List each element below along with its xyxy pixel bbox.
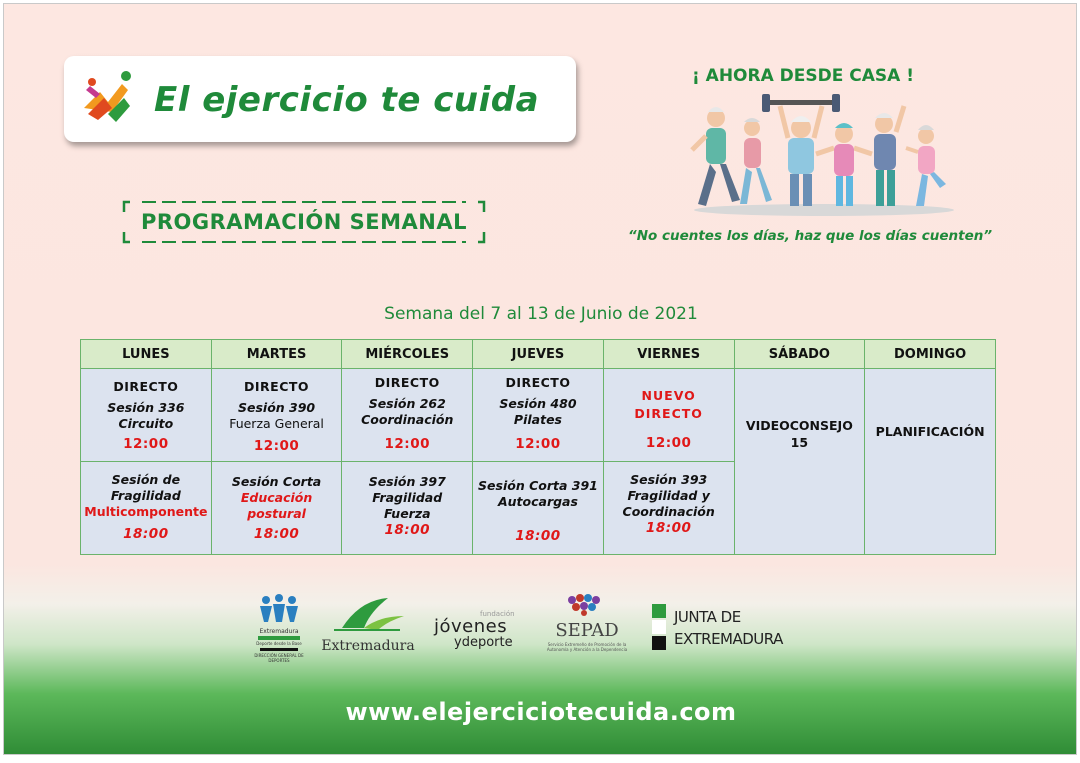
session-number: Sesión 480 xyxy=(499,396,577,411)
website-url[interactable]: www.elejerciciotecuida.com xyxy=(345,698,737,726)
day-header: MARTES xyxy=(211,340,342,369)
session-number: Sesión 393 xyxy=(630,472,708,487)
session-time: 12:00 xyxy=(515,436,561,452)
day-header: DOMINGO xyxy=(865,340,996,369)
flag-black xyxy=(652,636,666,650)
session-time: 12:00 xyxy=(645,435,692,451)
day-header: MIÉRCOLES xyxy=(342,340,473,369)
elderly-exercise-illustration xyxy=(684,92,964,220)
schedule-cell-lunes-am xyxy=(81,369,212,462)
schedule-cell-martes-pm xyxy=(211,462,342,555)
session-name: Fragilidad xyxy=(372,490,443,505)
planificacion-label: PLANIFICACIÓN xyxy=(875,423,985,439)
schedule-cell-sabado xyxy=(734,369,865,555)
session-name: Pilates xyxy=(513,412,562,427)
session-name: Coordinación xyxy=(622,504,715,519)
session-time: 12:00 xyxy=(253,438,300,454)
session-name: Fuerza General xyxy=(229,416,324,431)
poster xyxy=(3,3,1077,755)
partner-text: fundación xyxy=(480,610,515,618)
session-name: Fragilidad y xyxy=(627,488,710,503)
flag-white xyxy=(652,620,666,634)
program-title: PROGRAMACIÓN SEMANAL xyxy=(140,210,467,234)
session-number: Sesión 262 xyxy=(368,396,446,411)
schedule-cell-martes-am xyxy=(211,369,342,462)
session-time: 18:00 xyxy=(515,528,561,544)
table-header-row xyxy=(81,340,996,369)
videoconsejo-number: 15 xyxy=(790,434,809,450)
partner-text: Extremadura xyxy=(259,628,299,635)
schedule-cell-jueves-am xyxy=(473,369,604,462)
session-time: 12:00 xyxy=(384,436,430,452)
schedule-cell-miercoles-pm xyxy=(342,462,473,555)
session-time: 12:00 xyxy=(123,436,169,452)
day-header: VIERNES xyxy=(603,340,734,369)
session-name: Fuerza xyxy=(383,506,431,521)
session-name: Autocargas xyxy=(497,494,578,509)
schedule-cell-miercoles-am xyxy=(342,369,473,462)
videoconsejo-label: VIDEOCONSEJO xyxy=(745,417,853,433)
session-name-highlight: postural xyxy=(247,506,306,521)
schedule-cell-jueves-pm xyxy=(473,462,604,555)
brand-title: El ejercicio te cuida xyxy=(154,80,540,120)
home-title: ¡ AHORA DESDE CASA ! xyxy=(692,66,914,86)
session-time: 18:00 xyxy=(123,526,169,542)
partner-text: EXTREMADURA xyxy=(674,630,783,648)
day-header: JUEVES xyxy=(473,340,604,369)
session-number: Sesión 390 xyxy=(237,400,316,415)
session-name: Circuito xyxy=(118,416,174,431)
session-name: Coordinación xyxy=(361,412,454,427)
partner-extremadura-deportes xyxy=(254,594,304,664)
session-name: Fragilidad xyxy=(110,488,181,503)
people-icon xyxy=(254,594,304,624)
session-number: Sesión Corta 391 xyxy=(478,478,598,493)
schedule-cell-viernes-am xyxy=(603,369,734,462)
motto-quote: “No cuentes los días, haz que los días cuenten” xyxy=(628,228,993,244)
schedule-cell-viernes-pm xyxy=(603,462,734,555)
weekly-schedule-table xyxy=(80,339,996,555)
sepad-logo-icon xyxy=(542,594,632,616)
session-number: Sesión 336 xyxy=(107,400,185,415)
leaf-logo-icon xyxy=(320,594,416,634)
partner-text: jóvenes xyxy=(434,616,508,637)
partner-junta-extremadura xyxy=(650,594,783,664)
schedule-cell-domingo xyxy=(865,369,996,555)
session-name-highlight: Multicomponente xyxy=(84,504,208,519)
session-type: DIRECTO xyxy=(244,379,310,394)
partner-text: SEPAD xyxy=(555,620,619,641)
logo-figure-icon xyxy=(78,68,138,128)
partner-text: JUNTA DE xyxy=(674,608,741,626)
session-time: 18:00 xyxy=(645,520,692,536)
session-time: 18:00 xyxy=(253,526,300,542)
session-type: DIRECTO xyxy=(505,375,571,390)
partner-sepad xyxy=(542,594,632,664)
session-type-new: NUEVO xyxy=(641,388,696,403)
partner-extremadura xyxy=(320,594,416,664)
session-name-highlight: Educación xyxy=(240,490,313,505)
session-type: DIRECTO xyxy=(634,406,703,421)
partner-text: Extremadura xyxy=(321,638,415,654)
week-label: Semana del 7 al 13 de Junio de 2021 xyxy=(384,304,698,324)
partner-text: Deporte desde la Base xyxy=(256,641,302,646)
program-title-frame xyxy=(122,200,486,244)
table-row xyxy=(81,369,996,462)
session-number: Sesión de xyxy=(111,472,181,487)
brand-logo-box xyxy=(64,56,576,142)
partner-text: DIRECCIÓN GENERAL DE DEPORTES xyxy=(254,653,304,663)
day-header: SÁBADO xyxy=(734,340,865,369)
partner-text: Servicio Extremeño de Promoción de la Autonomía y Atención a la Dependencia xyxy=(546,642,628,652)
session-number: Sesión 397 xyxy=(368,474,446,489)
day-header: LUNES xyxy=(81,340,212,369)
partner-fundacion-jovenes-deporte xyxy=(434,594,534,664)
session-type: DIRECTO xyxy=(374,375,440,390)
session-time: 18:00 xyxy=(384,522,430,538)
flag-green xyxy=(652,604,666,618)
session-type: DIRECTO xyxy=(113,379,179,394)
schedule-cell-lunes-pm xyxy=(81,462,212,555)
partner-text: ydeporte xyxy=(454,635,513,650)
session-number: Sesión Corta xyxy=(231,474,322,489)
